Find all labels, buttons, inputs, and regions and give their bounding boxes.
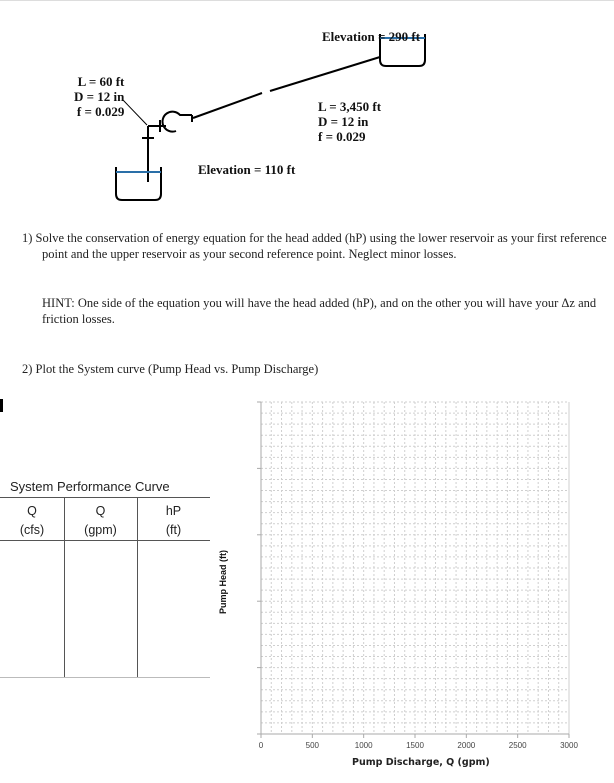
question-1: 1) Solve the conservation of energy equation for the head added (hP) using the lower reservoir as your first reference point and the upper reservoir as your second reference point. Neglect minor losses. xyxy=(22,231,607,261)
discharge-length: L = 3,450 ft xyxy=(318,99,382,114)
x-tick-label: 1500 xyxy=(406,741,424,750)
header-q-cfs: Q (cfs) xyxy=(19,504,45,537)
x-tick-label: 500 xyxy=(305,741,320,750)
suction-friction: f = 0.029 xyxy=(76,104,125,119)
x-tick-label: 2000 xyxy=(457,741,476,750)
header-q-gpm: Q (gpm) xyxy=(84,504,117,537)
table-title: System Performance Curve xyxy=(10,479,170,494)
header-hp: hP (ft) xyxy=(165,504,182,537)
lower-elevation-label: Elevation = 110 ft xyxy=(198,162,296,177)
x-axis-label: Pump Discharge, Q (gpm) xyxy=(352,757,490,768)
suction-diameter: D = 12 in xyxy=(74,89,125,104)
discharge-diameter: D = 12 in xyxy=(318,114,369,129)
x-tick-label: 3000 xyxy=(560,741,578,750)
upper-elevation-label: Elevation = 290 ft xyxy=(322,29,421,44)
question-2: 2) Plot the System curve (Pump Head vs. Pump Discharge) xyxy=(22,362,319,376)
discharge-friction: f = 0.029 xyxy=(318,129,366,144)
x-tick-label: 1000 xyxy=(354,741,373,750)
suction-length: L = 60 ft xyxy=(77,74,125,89)
x-tick-label: 2500 xyxy=(508,741,527,750)
hint-text: HINT: One side of the equation you will have the head added (hP), and on the other you will have your Δz and friction losses. xyxy=(42,296,597,326)
x-tick-label: 0 xyxy=(258,741,264,750)
